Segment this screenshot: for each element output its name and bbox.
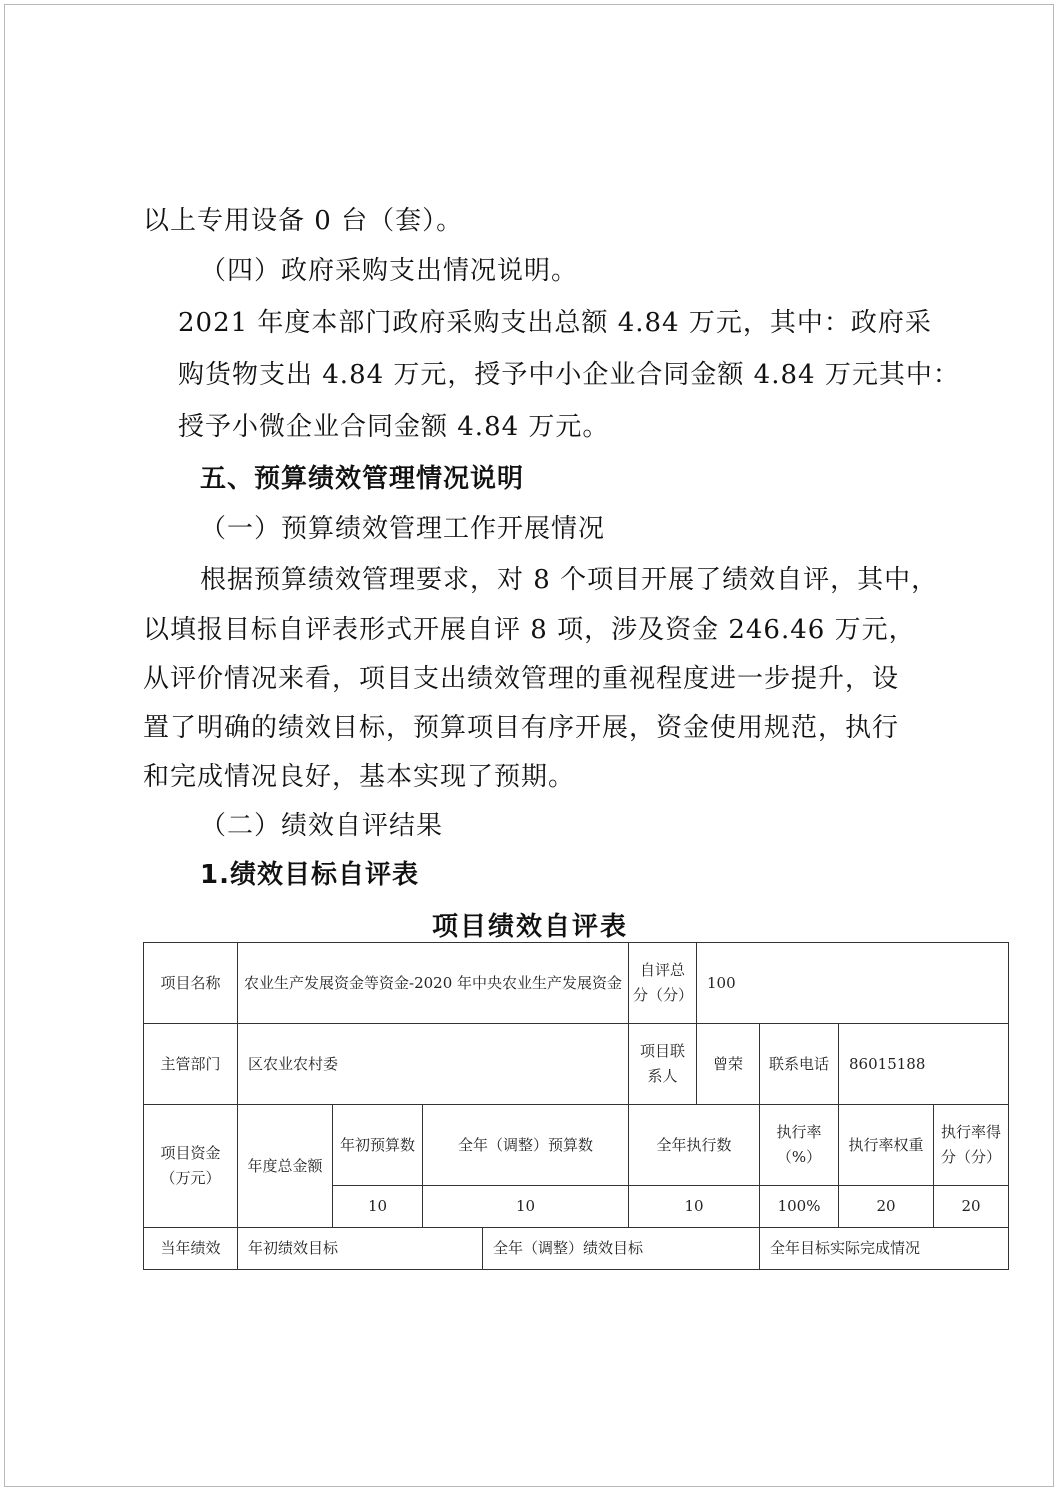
contact-label: 项目联系人 (629, 1024, 697, 1105)
contact-value: 曾荣 (697, 1024, 760, 1105)
executed: 10 (629, 1186, 760, 1228)
exec-weight: 20 (839, 1186, 934, 1228)
paragraph-procurement-1: 2021 年度本部门政府采购支出总额 4.84 万元，其中：政府采 (178, 308, 932, 338)
initial-budget: 10 (333, 1186, 423, 1228)
phone-value: 86015188 (839, 1024, 1009, 1105)
subheading-work: （一）预算绩效管理工作开展情况 (200, 514, 606, 544)
performance-eval-table (143, 942, 1009, 1270)
funds-label: 项目资金（万元） (144, 1105, 238, 1228)
exec-weight-label: 执行率权重 (839, 1105, 934, 1186)
subheading-procurement: （四）政府采购支出情况说明。 (200, 256, 579, 286)
table-row (144, 1024, 1009, 1105)
paragraph-procurement-2: 购货物支出 4.84 万元，授予中小企业合同金额 4.84 万元其中： (178, 360, 960, 390)
paragraph-work-2: 以填报目标自评表形式开展自评 8 项，涉及资金 246.46 万元， (143, 615, 916, 645)
table-row (144, 1105, 1009, 1186)
self-score: 100 (697, 943, 1009, 1024)
subheading-results: （二）绩效自评结果 (200, 811, 444, 841)
executed-label: 全年执行数 (629, 1105, 760, 1186)
dept-value: 区农业农村委 (238, 1024, 629, 1105)
adjusted-budget: 10 (423, 1186, 629, 1228)
paragraph-work-5: 和完成情况良好，基本实现了预期。 (143, 762, 576, 792)
exec-rate: 100% (760, 1186, 839, 1228)
section-heading-performance: 五、预算绩效管理情况说明 (200, 464, 525, 494)
table-title: 项目绩效自评表 (431, 912, 628, 942)
dept-label: 主管部门 (144, 1024, 238, 1105)
subheading-eval-table: 1.绩效目标自评表 (200, 860, 419, 890)
paragraph-procurement-3: 授予小微企业合同金额 4.84 万元。 (178, 412, 610, 442)
exec-score: 20 (934, 1186, 1009, 1228)
adjusted-goal-label: 全年（调整）绩效目标 (483, 1228, 760, 1270)
perf-label: 当年绩效 (144, 1228, 238, 1270)
phone-label: 联系电话 (760, 1024, 839, 1105)
table-row (144, 1228, 1009, 1270)
project-name-label: 项目名称 (144, 943, 238, 1024)
table-row (144, 943, 1009, 1024)
initial-goal-label: 年初绩效目标 (238, 1228, 483, 1270)
paragraph-work-4: 置了明确的绩效目标，预算项目有序开展，资金使用规范，执行 (143, 713, 900, 743)
actual-label: 全年目标实际完成情况 (760, 1228, 1009, 1270)
annual-total-label: 年度总金额 (238, 1105, 333, 1228)
paragraph-equipment: 以上专用设备 0 台（套）。 (143, 206, 464, 236)
paragraph-work-1: 根据预算绩效管理要求，对 8 个项目开展了绩效自评，其中， (200, 565, 939, 595)
exec-score-label: 执行率得分（分） (934, 1105, 1009, 1186)
paragraph-work-3: 从评价情况来看，项目支出绩效管理的重视程度进一步提升，设 (143, 664, 900, 694)
exec-rate-label: 执行率（%） (760, 1105, 839, 1186)
initial-budget-label: 年初预算数 (333, 1105, 423, 1186)
adjusted-budget-label: 全年（调整）预算数 (423, 1105, 629, 1186)
project-name: 农业生产发展资金等资金-2020 年中央农业生产发展资金 (238, 943, 629, 1024)
self-score-label: 自评总分（分） (629, 943, 697, 1024)
